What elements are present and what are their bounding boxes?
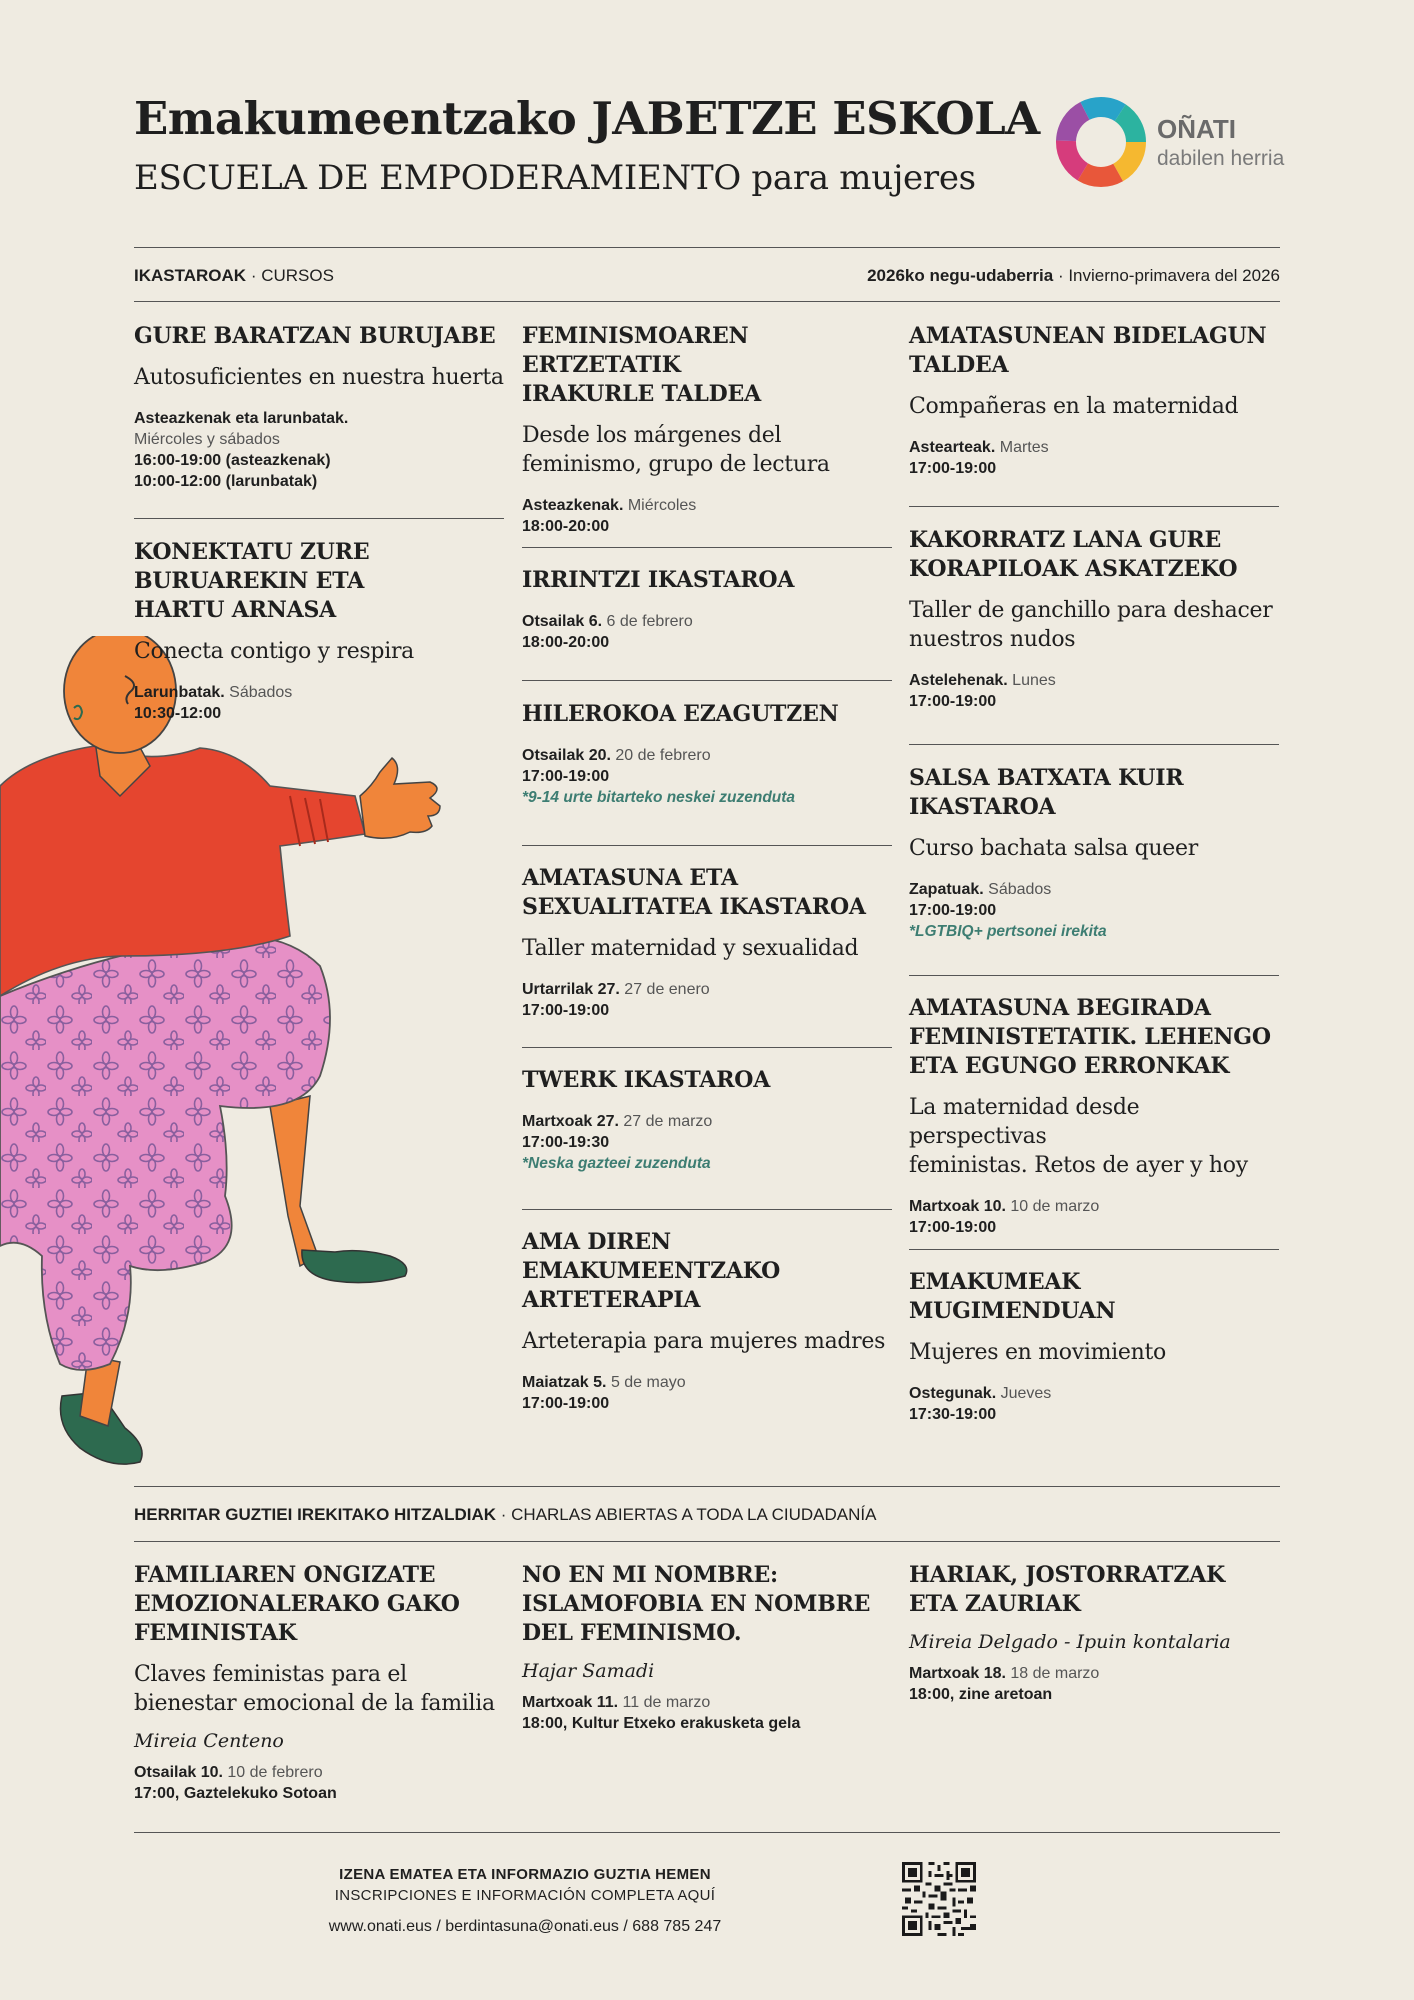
course-schedule: [909, 670, 1279, 712]
divider: [522, 547, 892, 548]
schedule-day: Otsailak 10.: [134, 1764, 223, 1781]
schedule-time: 10:00-12:00 (larunbatak): [134, 473, 318, 490]
course-title: SALSA BATXATA KUIR IKASTAROA: [909, 765, 1184, 820]
divider: [134, 247, 1280, 248]
audience-note: *Neska gazteei zuzenduta: [522, 1155, 711, 1172]
divider: [134, 301, 1280, 302]
schedule-day-es: Sábados: [988, 881, 1052, 898]
qr-code-icon[interactable]: [902, 1862, 976, 1936]
schedule-day: Zapatuak.: [909, 881, 984, 898]
course-title: AMATASUNEAN BIDELAGUN TALDEA: [909, 323, 1267, 378]
divider: [134, 1541, 1280, 1542]
schedule-time: 10:30-12:00: [134, 705, 222, 722]
schedule-time: 17:00-19:00: [909, 902, 997, 919]
schedule-day-es: 10 de marzo: [1010, 1198, 1100, 1215]
schedule-day: Asteazkenak.: [522, 497, 624, 514]
page-subtitle: ESCUELA DE EMPODERAMIENTO para mujeres: [134, 158, 976, 198]
course-schedule: [909, 1196, 1279, 1238]
course-schedule: [522, 1372, 892, 1414]
course-schedule: [909, 1383, 1279, 1425]
divider: [909, 744, 1279, 745]
divider: [522, 1047, 892, 1048]
footer-registration-eu: IZENA EMATEA ETA INFORMAZIO GUZTIA HEMEN: [339, 1866, 711, 1883]
divider: [134, 1832, 1280, 1833]
course-title-es: Mujeres en movimiento: [909, 1340, 1166, 1365]
schedule-day-es: 18 de marzo: [1010, 1665, 1100, 1682]
season-label-bold: 2026ko negu-udaberria: [867, 266, 1054, 285]
divider: [909, 1249, 1279, 1250]
talk-title: NO EN MI NOMBRE: ISLAMOFOBIA EN NOMBRE DEL FEMINISMO.: [522, 1562, 871, 1646]
course-title: AMA DIREN EMAKUMEENTZAKO ARTETERAPIA: [522, 1229, 781, 1313]
talk-title: FAMILIAREN ONGIZATE EMOZIONALERAKO GAKO FEMINISTAK: [134, 1562, 460, 1646]
course-schedule: [522, 611, 892, 653]
section-label-light: · CHARLAS ABIERTAS A TODA LA CIUDADANÍA: [500, 1505, 877, 1524]
course-card: [134, 538, 504, 724]
talk-card: [522, 1561, 892, 1734]
page-title: Emakumeentzako JABETZE ESKOLA: [134, 92, 1040, 145]
schedule-day: Larunbatak.: [134, 684, 225, 701]
course-card: [522, 1066, 892, 1174]
course-title: AMATASUNA ETA SEXUALITATEA IKASTAROA: [522, 865, 866, 920]
section-label-light: · CURSOS: [250, 266, 334, 285]
divider: [909, 975, 1279, 976]
course-title-es: Desde los márgenes del feminismo, grupo de lectura: [522, 423, 830, 477]
course-title-es: Compañeras en la maternidad: [909, 394, 1239, 419]
schedule-time: 17:00-19:00: [522, 1395, 610, 1412]
course-schedule: [522, 745, 892, 808]
course-title: HILEROKOA EZAGUTZEN: [522, 701, 839, 727]
schedule-time: 17:00-19:00: [522, 768, 610, 785]
schedule-days-es: Miércoles y sábados: [134, 431, 280, 448]
talk-schedule: [522, 1692, 892, 1734]
footer-registration-es: INSCRIPCIONES E INFORMACIÓN COMPLETA AQUÍ: [334, 1887, 716, 1904]
schedule-day: Otsailak 6.: [522, 613, 603, 630]
course-card: [909, 526, 1279, 712]
course-card: [909, 994, 1279, 1238]
schedule-time: 17:00-19:00: [909, 1219, 997, 1236]
course-title: GURE BARATZAN BURUJABE: [134, 323, 496, 349]
course-title-es: Conecta contigo y respira: [134, 639, 414, 664]
course-card: [909, 322, 1279, 479]
course-title-es: La maternidad desde perspectivas feministas. Retos de ayer y hoy: [909, 1095, 1248, 1178]
course-title-es: Autosuficientes en nuestra huerta: [134, 365, 504, 390]
course-title-es: Taller maternidad y sexualidad: [522, 936, 859, 961]
schedule-day-es: Miércoles: [627, 497, 697, 514]
talk-speaker: Mireia Delgado - Ipuin kontalaria: [909, 1631, 1231, 1653]
divider: [522, 680, 892, 681]
schedule-day-es: 11 de marzo: [622, 1694, 711, 1711]
section-label-bold: HERRITAR GUZTIEI IREKITAKO HITZALDIAK: [134, 1505, 497, 1524]
schedule-day: Maiatzak 5.: [522, 1374, 607, 1391]
divider: [522, 845, 892, 846]
divider: [909, 506, 1279, 507]
schedule-time: 17:00-19:00: [909, 693, 997, 710]
course-title: EMAKUMEAK MUGIMENDUAN: [909, 1269, 1116, 1324]
schedule-day-es: Jueves: [1000, 1385, 1052, 1402]
talk-speaker: Hajar Samadi: [522, 1660, 655, 1682]
audience-note: *LGTBIQ+ pertsonei irekita: [909, 923, 1107, 940]
course-schedule: [522, 1111, 892, 1174]
schedule-day: Ostegunak.: [909, 1385, 997, 1402]
schedule-day-es: 6 de febrero: [606, 613, 693, 630]
course-card: [522, 566, 892, 653]
course-card: [522, 1228, 892, 1414]
course-card: [134, 322, 504, 492]
schedule-place: 18:00, zine aretoan: [909, 1686, 1053, 1703]
talk-speaker: Mireia Centeno: [134, 1730, 284, 1752]
schedule-day: Urtarrilak 27.: [522, 981, 620, 998]
schedule-day-es: 5 de mayo: [610, 1374, 686, 1391]
schedule-day-es: 27 de marzo: [623, 1113, 713, 1130]
schedule-day: Martxoak 11.: [522, 1694, 619, 1711]
schedule-time: 18:00-20:00: [522, 518, 610, 535]
course-schedule: [134, 408, 504, 492]
logo-name: OÑATI: [1157, 114, 1236, 144]
talk-card: [134, 1561, 504, 1804]
course-card: [522, 700, 892, 808]
course-card: [909, 764, 1279, 942]
schedule-time: 17:00-19:00: [522, 1002, 610, 1019]
course-schedule: [909, 879, 1279, 942]
course-title: IRRINTZI IKASTAROA: [522, 567, 795, 593]
course-title-es: Curso bachata salsa queer: [909, 836, 1198, 861]
divider: [522, 1209, 892, 1210]
schedule-time: 18:00-20:00: [522, 634, 610, 651]
schedule-day: Martxoak 27.: [522, 1113, 619, 1130]
course-title: AMATASUNA BEGIRADA FEMINISTETATIK. LEHENGO ETA EGUNGO ERRONKAK: [909, 995, 1271, 1079]
talk-schedule: [134, 1762, 504, 1804]
dancing-woman-illustration: [0, 636, 460, 1476]
schedule-day-es: Sábados: [229, 684, 293, 701]
section-label-bold: IKASTAROAK: [134, 266, 247, 285]
course-card: [522, 322, 892, 537]
schedule-day-es: Martes: [999, 439, 1049, 456]
schedule-day-es: 10 de febrero: [227, 1764, 323, 1781]
course-card: [522, 864, 892, 1021]
talk-schedule: [909, 1663, 1279, 1705]
onati-logo: [1055, 100, 1285, 192]
course-card: [909, 1268, 1279, 1425]
schedule-day: Martxoak 18.: [909, 1665, 1006, 1682]
schedule-place: 18:00, Kultur Etxeko erakusketa gela: [522, 1715, 801, 1732]
footer-contact[interactable]: www.onati.eus / berdintasuna@onati.eus / 688 785 247: [328, 1918, 722, 1935]
ring-logo-icon: [1055, 96, 1155, 196]
schedule-day: Astelehenak.: [909, 672, 1008, 689]
section-label-courses: [134, 266, 334, 286]
course-schedule: [134, 682, 504, 724]
logo-tagline: dabilen herria: [1157, 147, 1285, 170]
schedule-day: Otsailak 20.: [522, 747, 611, 764]
section-label-talks: [134, 1505, 876, 1525]
schedule-place: 17:00, Gaztelekuko Sotoan: [134, 1785, 337, 1802]
talk-card: [909, 1561, 1279, 1705]
schedule-day-es: 27 de enero: [624, 981, 710, 998]
divider: [134, 1486, 1280, 1487]
talk-title: HARIAK, JOSTORRATZAK ETA ZAURIAK: [909, 1562, 1225, 1617]
season-label: [867, 266, 1280, 286]
schedule-time: 17:00-19:00: [909, 460, 997, 477]
course-schedule: [909, 437, 1279, 479]
course-title: KONEKTATU ZURE BURUAREKIN ETA HARTU ARNASA: [134, 539, 370, 623]
schedule-time: 16:00-19:00 (asteazkenak): [134, 452, 331, 469]
schedule-day: Astearteak.: [909, 439, 996, 456]
schedule-day-es: 20 de febrero: [615, 747, 711, 764]
course-title: FEMINISMOAREN ERTZETATIK IRAKURLE TALDEA: [522, 323, 761, 407]
schedule-day: Martxoak 10.: [909, 1198, 1006, 1215]
season-label-light: · Invierno-primavera del 2026: [1057, 266, 1280, 285]
course-schedule: [522, 979, 892, 1021]
course-title: KAKORRATZ LANA GURE KORAPILOAK ASKATZEKO: [909, 527, 1238, 582]
course-schedule: [522, 495, 892, 537]
talk-title-es: Claves feministas para el bienestar emocional de la familia: [134, 1662, 495, 1716]
schedule-days: Asteazkenak eta larunbatak.: [134, 410, 349, 427]
course-title-es: Taller de ganchillo para deshacer nuestros nudos: [909, 598, 1273, 652]
course-title-es: Arteterapia para mujeres madres: [522, 1329, 886, 1354]
audience-note: *9-14 urte bitarteko neskei zuzenduta: [522, 789, 796, 806]
schedule-time: 17:30-19:00: [909, 1406, 997, 1423]
schedule-day-es: Lunes: [1012, 672, 1056, 689]
schedule-time: 17:00-19:30: [522, 1134, 610, 1151]
course-title: TWERK IKASTAROA: [522, 1067, 771, 1093]
divider: [134, 518, 504, 519]
